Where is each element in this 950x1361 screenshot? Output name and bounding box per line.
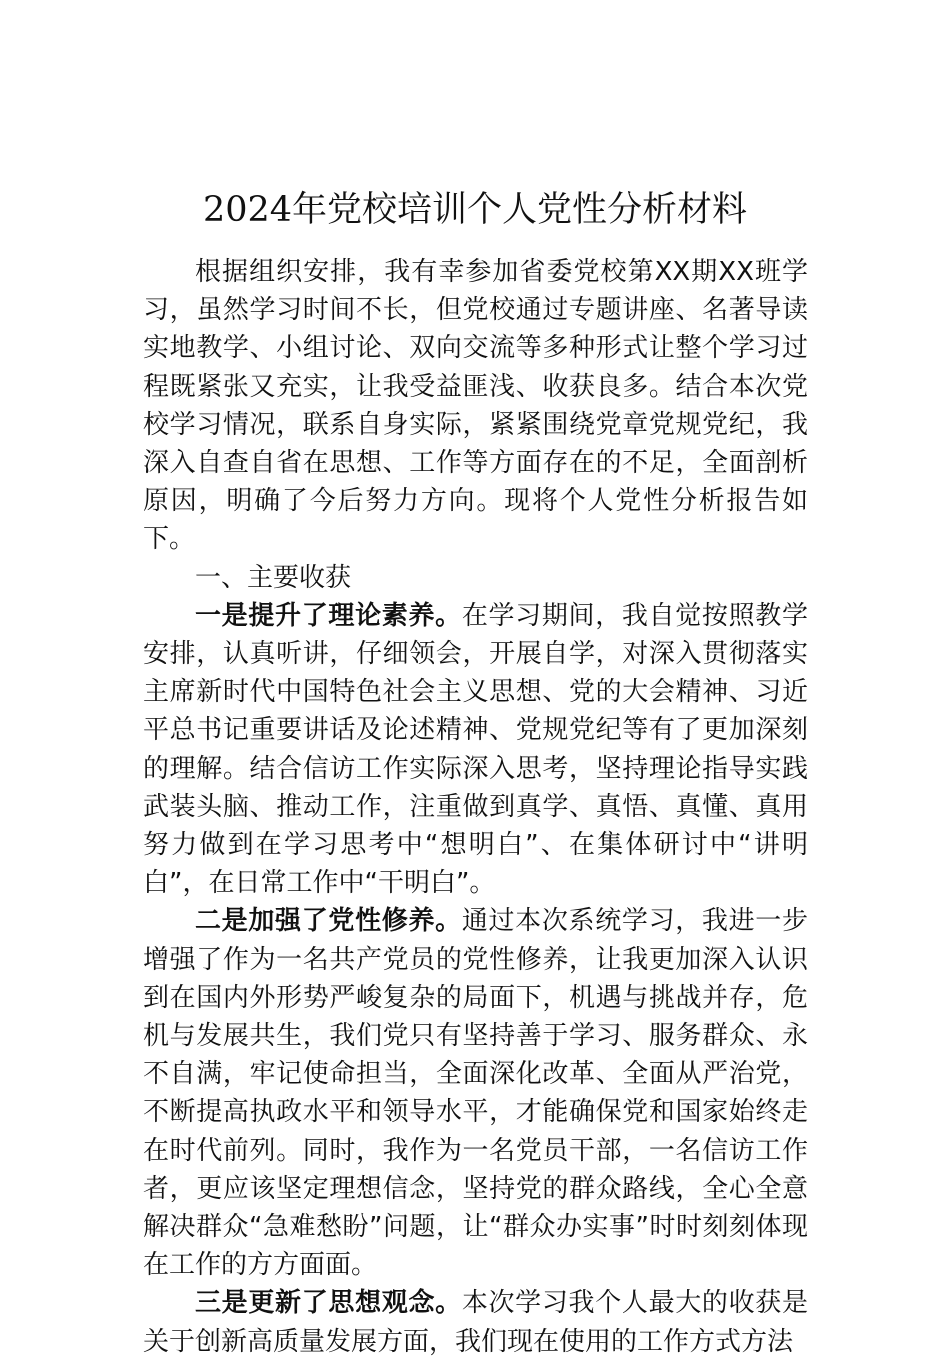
point-lead-3: 三是更新了思想观念。 [195, 1288, 462, 1319]
section-heading: 一、主要收获 [195, 562, 352, 593]
point-lead-1: 一是提升了理论素养。 [195, 600, 462, 631]
point-paragraph-2 [143, 902, 808, 1284]
point-lead-2: 二是加强了党性修养。 [195, 906, 462, 937]
point-text-1: 在学习期间，我自觉按照教学安排，认真听讲，仔细领会，开展自学，对深入贯彻落实主席新时代中国特色社会主义思想、党的大会精神、习近平总书记重要讲话及论述精神、党规党纪等有了更加深刻的理解。结合信访工作实际深入思考，坚持理论指导实践武装头脑、推动工作，注重做到真学、真悟、真懂、真用努力做到在学习思考中“想明白”、在集体研讨中“讲明白”，在日常工作中“干明白”。 [143, 600, 808, 899]
point-paragraph-3 [143, 1284, 808, 1360]
intro-paragraph: 根据组织安排，我有幸参加省委党校第XX期XX班学习，虽然学习时间不长，但党校通过专题讲座、名著导读实地教学、小组讨论、双向交流等多种形式让整个学习过程既紧张又充实，让我受益匪浅、收获良多。结合本次党校学习情况，联系自身实际，紧紧围绕党章党规党纪，我深入自查自省在思想、工作等方面存在的不足，全面剖析原因，明确了今后努力方向。现将个人党性分析报告如下。 [143, 257, 808, 555]
document-title: 2024年党校培训个人党性分析材料 [202, 190, 748, 231]
point-text-3: 本次学习我个人最大的收获是关于创新高质量发展方面，我们现在使用的工作方式方法 [143, 1288, 808, 1357]
point-paragraph-1 [143, 597, 808, 903]
document-body [143, 253, 808, 1361]
point-text-2: 通过本次系统学习，我进一步增强了作为一名共产党员的党性修养，让我更加深入认识到在国内外形势严峻复杂的局面下，机遇与挑战并存，危机与发展共生，我们党只有坚持善于学习、服务群众、永不自满，牢记使命担当，全面深化改革、全面从严治党，不断提高执政水平和领导水平，才能确保党和国家始终走在时代前列。同时，我作为一名党员干部，一名信访工作者，更应该坚定理想信念，坚持党的群众路线，全心全意解决群众“急难愁盼”问题，让“群众办实事”时时刻刻体现在工作的方方面面。 [143, 906, 808, 1281]
